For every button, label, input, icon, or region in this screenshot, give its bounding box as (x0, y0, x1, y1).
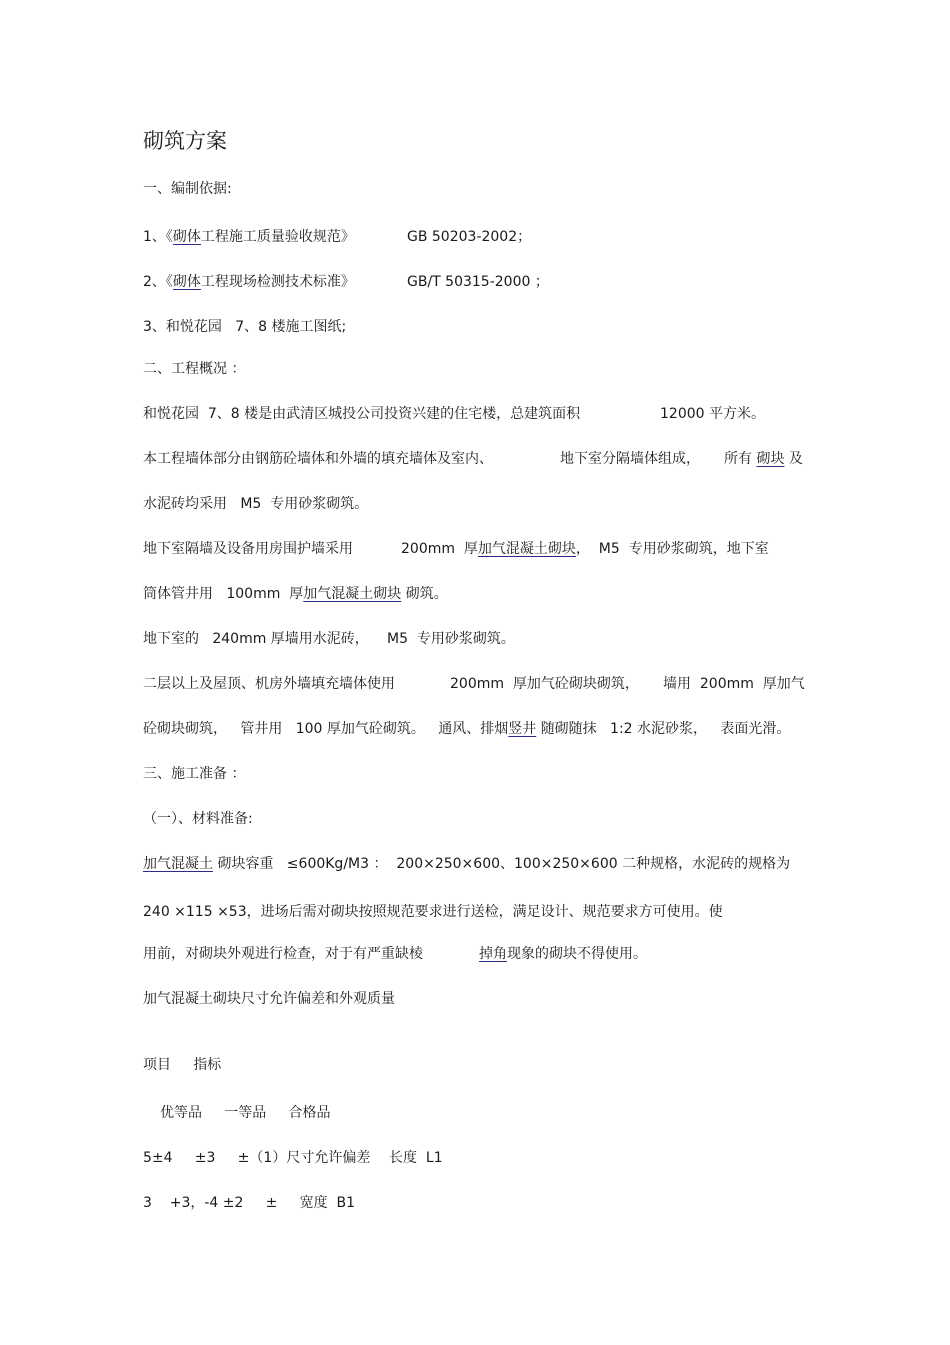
table-caption: 加气混凝土砌块尺寸允许偏差和外观质量 (143, 991, 395, 1007)
term-link: 砌块 (756, 451, 785, 467)
materials-paragraph-1: 加气混凝土 砌块容重 ≤600Kg/M3 ： 200×250×600、100×250×600 二种规格，水泥砖的规格为 (143, 856, 791, 872)
page-title: 砌筑方案 (143, 129, 227, 153)
overview-paragraph-5-cont: 砼砌块砌筑， 管井用 100 厚加气砼砌筑。 通风、排烟竖井 随砌随抹 1:2 水泥砂浆， 表面光滑。 (143, 721, 791, 737)
reference-item-1: 1、《砌体工程施工质量验收规范》 GB 50203-2002； (143, 229, 532, 245)
overview-paragraph-2: 本工程墙体部分由钢筋砼墙体和外墙的填充墙体及室内、 地下室分隔墙体组成， 所有 砌块 及 (143, 451, 803, 467)
term-link: 加气混凝土砌块 (477, 541, 576, 557)
term-link: 砌体 (172, 229, 201, 245)
reference-item-3: 3、和悦花园 7、8 楼施工图纸; (143, 319, 347, 335)
section3-heading: 三、施工准备 ： (143, 766, 246, 782)
table-row-1: 5±4 ±3 ±（1）尺寸允许偏差 长度 L1 (143, 1150, 443, 1166)
materials-paragraph-3: 用前，对砌块外观进行检查，对于有严重缺棱 掉角现象的砌块不得使用。 (143, 946, 647, 962)
term-link: 掉角 (479, 946, 507, 962)
overview-paragraph-4: 地下室的 240mm 厚墙用水泥砖， M5 专用砂浆砌筑。 (143, 631, 515, 647)
materials-paragraph-2: 240 ×115 ×53，进场后需对砌块按照规范要求进行送检，满足设计、规范要求方可使用。使 (143, 904, 723, 920)
table-row-2: 3 +3，-4 ±2 ± 宽度 B1 (143, 1195, 356, 1211)
materials-subheading: （一）、材料准备: (143, 811, 253, 827)
section1-heading: 一、编制依据: (143, 181, 232, 197)
overview-paragraph-3-cont: 筒体管井用 100mm 厚加气混凝土砌块 砌筑。 (143, 586, 448, 602)
term-link: 加气混凝土 (143, 856, 213, 872)
table-header-1: 项目 指标 (143, 1057, 222, 1073)
term-link: 加气混凝土砌块 (303, 586, 402, 602)
reference-item-2: 2、《砌体工程现场检测技术标准》 GB/T 50315-2000 ； (143, 274, 549, 290)
overview-paragraph-2-cont: 水泥砖均采用 M5 专用砂浆砌筑。 (143, 496, 369, 512)
term-link: 竖井 (508, 721, 537, 737)
overview-paragraph-3: 地下室隔墙及设备用房围护墙采用 200mm 厚加气混凝土砌块， M5 专用砂浆砌筑，地下室 (143, 541, 769, 557)
overview-paragraph-1: 和悦花园 7、8 楼是由武清区城投公司投资兴建的住宅楼，总建筑面积 12000 平方米。 (143, 406, 765, 422)
table-header-2: 优等品 一等品 合格品 (160, 1105, 331, 1121)
section2-heading: 二、工程概况 ： (143, 361, 246, 377)
overview-paragraph-5: 二层以上及屋顶、机房外墙填充墙体使用 200mm 厚加气砼砌块砌筑， 墙用 200mm 厚加气 (143, 676, 805, 692)
term-link: 砌体 (172, 274, 201, 290)
